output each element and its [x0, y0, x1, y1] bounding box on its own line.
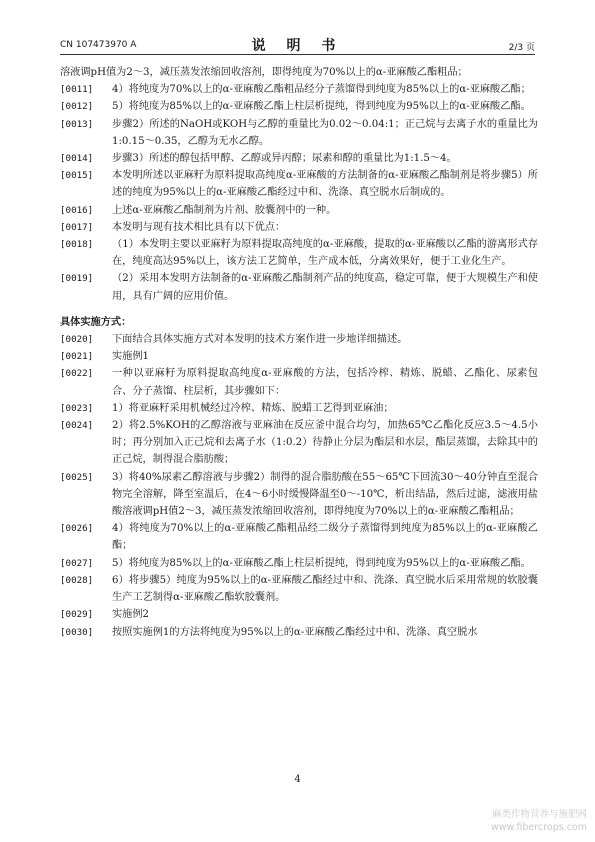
paragraph-number: [0026] [60, 523, 94, 535]
paragraph-text: 一种以亚麻籽为原料提取高纯度α-亚麻酸的方法，包括冷榨、精炼、脱蜡、乙酯化、尿素包合、分子蒸馏、柱层析，其步骤如下： [112, 368, 538, 397]
paragraph-number: [0013] [60, 118, 94, 130]
paragraph-number: [0017] [60, 221, 94, 233]
paragraph-0028 [60, 572, 538, 606]
paragraph-text: 上述α-亚麻酸乙酯制剂为片剂、胶囊剂中的一种。 [112, 204, 337, 216]
paragraph-text: （1）本发明主要以亚麻籽为原料提取高纯度的α-亚麻酸，提取的α-亚麻酸以乙酯的游离形式存在，纯度高达95%以上，该方法工艺简单，生产成本低，分离效果好，便于工业化生产。 [112, 239, 538, 268]
paragraph-text: 3）将40%尿素乙醇溶液与步骤2）制得的混合脂肪酸在55～65℃下回流30～40分钟直至混合物完全溶解，降至室温后，在4～6小时缓慢降温至0～-10℃，析出结晶，然后过滤，滤液用盐酸溶液调pH值2～3，减压蒸发浓缩回收溶剂，即得纯度为70%以上的α-亚麻酸乙酯粗品； [112, 471, 538, 518]
paragraph-text: 4）将纯度为70%以上的α-亚麻酸乙酯粗品经分子蒸馏得到纯度为85%以上的α-亚麻酸乙酯； [112, 84, 531, 96]
paragraph-number: [0019] [60, 273, 94, 285]
paragraph-0024 [60, 417, 538, 469]
paragraph-number: [0022] [60, 368, 94, 380]
page-number: 4 [294, 774, 301, 785]
paragraph-number: [0012] [60, 101, 94, 113]
paragraph-0014 [60, 150, 538, 167]
paragraph-text: 4）将纯度为70%以上的α-亚麻酸乙酯粗品经二级分子蒸馏得到纯度为85%以上的α-亚麻酸乙酯； [112, 523, 538, 552]
paragraph-0023 [60, 400, 538, 417]
paragraph-0018 [60, 236, 538, 270]
paragraph-text: 溶液调pH值为2～3，减压蒸发浓缩回收溶剂，即得纯度为70%以上的α-亚麻酸乙酯粗品； [60, 67, 468, 78]
paragraph-number: [0029] [60, 609, 94, 621]
paragraph-number: [0030] [60, 626, 94, 638]
paragraph-text: （2）采用本发明方法制备的α-亚麻酸乙酯制剂产品的纯度高，稳定可靠，便于大规模生产和使用，具有广阔的应用价值。 [112, 273, 538, 302]
paragraph-0019 [60, 270, 538, 304]
document-body [60, 64, 538, 641]
watermark-url: www.fibercrops.com [490, 822, 587, 833]
paragraph-0022 [60, 365, 538, 399]
paragraph-number: [0015] [60, 170, 94, 182]
paragraph-text: 实施例1 [112, 351, 150, 363]
paragraph-0015 [60, 167, 538, 201]
paragraph-text: 按照实施例1的方法将纯度为95%以上的α-亚麻酸乙酯经过中和、洗涤、真空脱水 [112, 626, 478, 638]
paragraph-0029 [60, 606, 538, 623]
paragraph-text: 本发明所述以亚麻籽为原料提取高纯度α-亚麻酸的方法制备的α-亚麻酸乙酯制剂是将步骤5）所述的纯度为95%以上的α-亚麻酸乙酯经过中和、洗涤、真空脱水后制成的。 [112, 170, 538, 199]
paragraph-number: [0025] [60, 471, 94, 483]
paragraph-text: 实施例2 [112, 609, 150, 621]
paragraph-number: [0011] [60, 84, 94, 96]
paragraph-0012 [60, 98, 538, 115]
paragraph-text: 5）将纯度为85%以上的α-亚麻酸乙酯上柱层析提纯，得到纯度为95%以上的α-亚麻酸乙酯。 [112, 557, 531, 569]
page-indicator: 2/3 页 [508, 43, 535, 53]
paragraph-0025 [60, 469, 538, 521]
watermark-site-name: 麻类作物营养与施肥网 [491, 809, 587, 820]
paragraph-0027 [60, 555, 538, 572]
paragraph-number: [0014] [60, 153, 94, 165]
paragraph-text: 6）将步骤5）纯度为95%以上的α-亚麻酸乙酯经过中和、洗涤、真空脱水后采用常规的软胶囊生产工艺制得α-亚麻酸乙酯软胶囊剂。 [112, 574, 538, 604]
page-header [60, 34, 535, 55]
paragraph-text: 5）将纯度为85%以上的α-亚麻酸乙酯上柱层析提纯，得到纯度为95%以上的α-亚麻酸乙酯。 [112, 101, 531, 113]
paragraph-text: 下面结合具体实施方式对本发明的技术方案作进一步地详细描述。 [112, 334, 408, 346]
paragraph-text: 本发明与现有技术相比具有以下优点： [112, 221, 286, 233]
paragraph-number: [0028] [60, 574, 94, 586]
paragraph-0016 [60, 202, 538, 219]
paragraph-number: [0021] [60, 351, 94, 363]
paragraph-0017 [60, 219, 538, 236]
document-title: 说 明 书 [251, 38, 344, 54]
paragraph-text: 步骤3）所述的醇包括甲醇、乙醇或异丙醇；尿素和醇的重量比为1:1.5～4。 [112, 153, 457, 165]
paragraph-number: [0020] [60, 334, 94, 346]
section-heading: 具体实施方式： [60, 316, 132, 328]
paragraph-text: 步骤2）所述的NaOH或KOH与乙醇的重量比为0.02～0.04:1；正己烷与去离子水的重量比为1:0.15～0.35，乙醇为无水乙醇。 [112, 118, 538, 147]
paragraph-0021 [60, 348, 538, 365]
paragraph-0020 [60, 331, 538, 348]
paragraph-text: 1）将亚麻籽采用机械经过冷榨、精炼、脱蜡工艺得到亚麻油； [112, 402, 394, 414]
paragraph-number: [0018] [60, 239, 94, 251]
paragraph-0026 [60, 520, 538, 554]
paragraph-number: [0016] [60, 204, 94, 216]
paragraph-0011 [60, 81, 538, 98]
paragraph-number: [0027] [60, 557, 94, 569]
paragraph-text: 2）将2.5%KOH的乙醇溶液与亚麻油在反应釜中混合均匀，加热65℃乙酯化反应3.5～4.5小时；再分别加入正己烷和去离子水（1:0.2）待静止分层为酯层和水层，酯层蒸馏，去除其中的正己烷，制得混合脂肪酸； [112, 420, 538, 466]
paragraph-0013 [60, 116, 538, 150]
patent-number: CN 107473970 A [60, 40, 137, 50]
paragraph-0030 [60, 624, 538, 641]
site-watermark [437, 808, 587, 834]
paragraph-number: [0024] [60, 420, 94, 432]
paragraph-number: [0023] [60, 402, 94, 414]
paragraph-continued [60, 64, 538, 81]
